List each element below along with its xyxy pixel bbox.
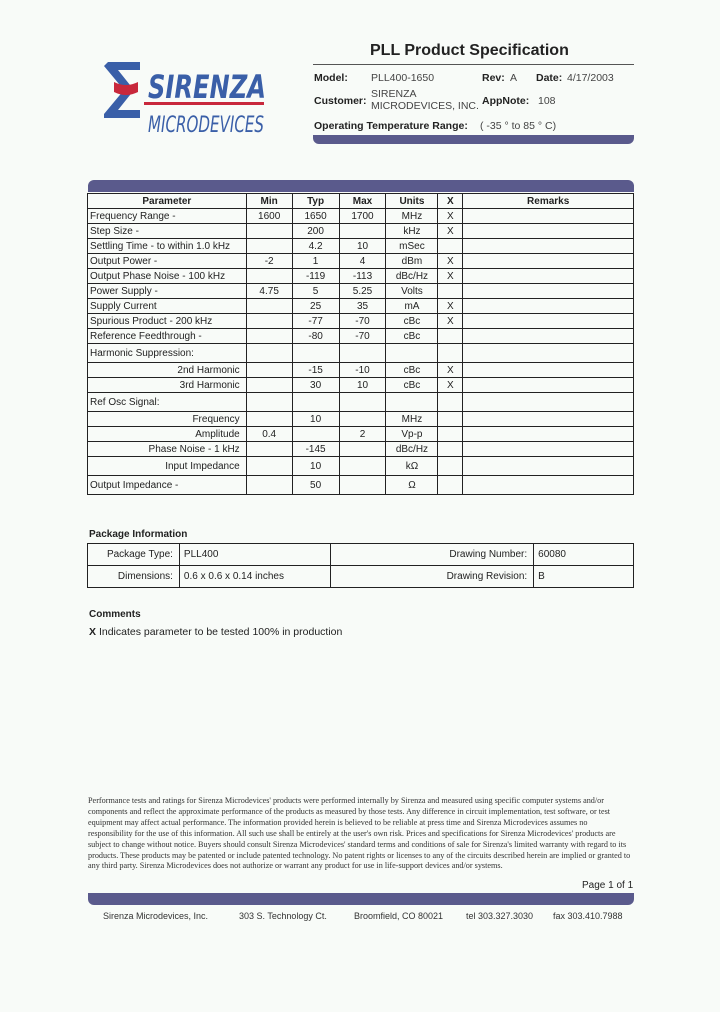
cell-x bbox=[438, 412, 463, 427]
cell-min bbox=[246, 393, 292, 412]
cell-units: Volts bbox=[386, 284, 438, 299]
table-row bbox=[88, 224, 634, 239]
table-row bbox=[88, 363, 634, 378]
footer-accent-bar bbox=[88, 893, 634, 905]
drawing-revision-value: B bbox=[534, 566, 634, 588]
cell-param: 2nd Harmonic bbox=[88, 363, 247, 378]
cell-x bbox=[438, 427, 463, 442]
cell-remarks bbox=[463, 269, 634, 284]
header-accent-bar bbox=[313, 135, 634, 144]
cell-typ: -77 bbox=[292, 314, 339, 329]
package-type-label: Package Type: bbox=[88, 544, 180, 566]
table-row bbox=[88, 442, 634, 457]
table-row bbox=[88, 239, 634, 254]
cell-max bbox=[339, 224, 386, 239]
cell-param: Reference Feedthrough - bbox=[88, 329, 247, 344]
dimensions-value: 0.6 x 0.6 x 0.14 inches bbox=[179, 566, 330, 588]
spec-table-header-bar bbox=[88, 180, 634, 192]
cell-typ: 5 bbox=[292, 284, 339, 299]
cell-typ: 1650 bbox=[292, 209, 339, 224]
spec-table bbox=[87, 193, 634, 495]
cell-param: Ref Osc Signal: bbox=[88, 393, 247, 412]
cell-min bbox=[246, 269, 292, 284]
cell-x: X bbox=[438, 269, 463, 284]
cell-typ: 50 bbox=[292, 476, 339, 495]
cell-units bbox=[386, 344, 438, 363]
col-header-max: Max bbox=[339, 194, 386, 209]
col-header-units: Units bbox=[386, 194, 438, 209]
cell-typ: 4.2 bbox=[292, 239, 339, 254]
table-row bbox=[88, 329, 634, 344]
customer-label: Customer: bbox=[314, 95, 367, 107]
cell-min bbox=[246, 224, 292, 239]
col-header-typ: Typ bbox=[292, 194, 339, 209]
cell-param: Step Size - bbox=[88, 224, 247, 239]
cell-max: 2 bbox=[339, 427, 386, 442]
cell-min bbox=[246, 476, 292, 495]
cell-min bbox=[246, 314, 292, 329]
cell-min bbox=[246, 299, 292, 314]
cell-remarks bbox=[463, 254, 634, 269]
cell-typ: 30 bbox=[292, 378, 339, 393]
cell-x: X bbox=[438, 224, 463, 239]
appnote-value: 108 bbox=[538, 95, 556, 107]
cell-units: kHz bbox=[386, 224, 438, 239]
cell-typ: -15 bbox=[292, 363, 339, 378]
cell-x bbox=[438, 476, 463, 495]
package-info-title: Package Information bbox=[89, 529, 188, 540]
cell-param: Harmonic Suppression: bbox=[88, 344, 247, 363]
table-row bbox=[88, 544, 634, 566]
cell-x bbox=[438, 442, 463, 457]
cell-max: 10 bbox=[339, 239, 386, 254]
cell-remarks bbox=[463, 412, 634, 427]
cell-typ: 10 bbox=[292, 412, 339, 427]
comments-title: Comments bbox=[89, 609, 141, 620]
table-row bbox=[88, 314, 634, 329]
cell-min: 4.75 bbox=[246, 284, 292, 299]
cell-units: dBc/Hz bbox=[386, 269, 438, 284]
footer-tel: tel 303.327.3030 bbox=[466, 911, 534, 921]
cell-max bbox=[339, 344, 386, 363]
table-row bbox=[88, 269, 634, 284]
cell-min: -2 bbox=[246, 254, 292, 269]
cell-param: Output Impedance - bbox=[88, 476, 247, 495]
cell-max: -70 bbox=[339, 314, 386, 329]
table-row bbox=[88, 393, 634, 412]
cell-units: cBc bbox=[386, 329, 438, 344]
cell-remarks bbox=[463, 476, 634, 495]
logo-text-microdevices: MICRODEVICES bbox=[148, 113, 265, 138]
cell-typ: 25 bbox=[292, 299, 339, 314]
cell-param: Supply Current bbox=[88, 299, 247, 314]
cell-param: Settling Time - to within 1.0 kHz bbox=[88, 239, 247, 254]
cell-units: Vp-p bbox=[386, 427, 438, 442]
temp-range-label: Operating Temperature Range: bbox=[314, 120, 468, 132]
col-header-parameter: Parameter bbox=[88, 194, 247, 209]
temp-range-value: ( -35 ° to 85 ° C) bbox=[480, 120, 557, 132]
cell-min bbox=[246, 457, 292, 476]
cell-units: MHz bbox=[386, 209, 438, 224]
date-value: 4/17/2003 bbox=[567, 72, 614, 84]
cell-units: dBm bbox=[386, 254, 438, 269]
table-row bbox=[88, 284, 634, 299]
cell-typ: -80 bbox=[292, 329, 339, 344]
cell-remarks bbox=[463, 442, 634, 457]
header-divider bbox=[313, 64, 634, 65]
model-label: Model: bbox=[314, 72, 348, 84]
page-title: PLL Product Specification bbox=[370, 42, 569, 59]
cell-remarks bbox=[463, 363, 634, 378]
footer-fax: fax 303.410.7988 bbox=[553, 911, 623, 921]
cell-remarks bbox=[463, 284, 634, 299]
cell-max: -113 bbox=[339, 269, 386, 284]
logo-text-sirenza: SIRENZA bbox=[148, 68, 266, 106]
customer-value: SIRENZA MICRODEVICES, INC. bbox=[371, 88, 479, 112]
cell-units: Ω bbox=[386, 476, 438, 495]
rev-value: A bbox=[510, 72, 518, 84]
col-header-x: X bbox=[438, 194, 463, 209]
cell-param: 3rd Harmonic bbox=[88, 378, 247, 393]
cell-param: Power Supply - bbox=[88, 284, 247, 299]
dimensions-label: Dimensions: bbox=[88, 566, 180, 588]
cell-param: Phase Noise - 1 kHz bbox=[88, 442, 247, 457]
drawing-number-label: Drawing Number: bbox=[330, 544, 534, 566]
table-row bbox=[88, 566, 634, 588]
table-row bbox=[88, 378, 634, 393]
cell-min bbox=[246, 363, 292, 378]
package-table bbox=[87, 543, 634, 588]
appnote-label: AppNote: bbox=[482, 95, 530, 107]
cell-x: X bbox=[438, 314, 463, 329]
package-type-value: PLL400 bbox=[179, 544, 330, 566]
cell-units: kΩ bbox=[386, 457, 438, 476]
cell-units: cBc bbox=[386, 363, 438, 378]
footer-city: Broomfield, CO 80021 bbox=[354, 911, 444, 921]
cell-remarks bbox=[463, 344, 634, 363]
cell-typ: 10 bbox=[292, 457, 339, 476]
comments-text bbox=[89, 626, 342, 638]
cell-param: Frequency Range - bbox=[88, 209, 247, 224]
table-row bbox=[88, 457, 634, 476]
cell-x bbox=[438, 329, 463, 344]
cell-max bbox=[339, 412, 386, 427]
cell-min bbox=[246, 442, 292, 457]
cell-param: Frequency bbox=[88, 412, 247, 427]
cell-param: Output Phase Noise - 100 kHz bbox=[88, 269, 247, 284]
cell-remarks bbox=[463, 314, 634, 329]
cell-remarks bbox=[463, 329, 634, 344]
table-row bbox=[88, 476, 634, 495]
cell-typ bbox=[292, 427, 339, 442]
spec-table-header-row bbox=[88, 194, 634, 209]
table-row bbox=[88, 344, 634, 363]
table-row bbox=[88, 412, 634, 427]
cell-max bbox=[339, 476, 386, 495]
cell-max: 10 bbox=[339, 378, 386, 393]
cell-max: 5.25 bbox=[339, 284, 386, 299]
cell-x: X bbox=[438, 363, 463, 378]
footer-company: Sirenza Microdevices, Inc. bbox=[103, 911, 209, 921]
col-header-min: Min bbox=[246, 194, 292, 209]
cell-max: 1700 bbox=[339, 209, 386, 224]
comments-x-mark: X bbox=[89, 626, 97, 638]
cell-max bbox=[339, 393, 386, 412]
cell-units: MHz bbox=[386, 412, 438, 427]
cell-remarks bbox=[463, 239, 634, 254]
cell-min bbox=[246, 239, 292, 254]
cell-max: -70 bbox=[339, 329, 386, 344]
cell-units: cBc bbox=[386, 378, 438, 393]
page-number: Page 1 of 1 bbox=[582, 880, 634, 891]
table-row bbox=[88, 254, 634, 269]
cell-max bbox=[339, 457, 386, 476]
cell-min: 1600 bbox=[246, 209, 292, 224]
cell-remarks bbox=[463, 427, 634, 442]
cell-typ: 200 bbox=[292, 224, 339, 239]
cell-min bbox=[246, 378, 292, 393]
sirenza-logo bbox=[100, 58, 275, 138]
cell-x: X bbox=[438, 254, 463, 269]
comments-body: Indicates parameter to be tested 100% in production bbox=[98, 626, 343, 638]
cell-x bbox=[438, 457, 463, 476]
cell-remarks bbox=[463, 299, 634, 314]
col-header-remarks: Remarks bbox=[463, 194, 634, 209]
cell-remarks bbox=[463, 224, 634, 239]
cell-min bbox=[246, 329, 292, 344]
footer-address: 303 S. Technology Ct. bbox=[239, 911, 327, 921]
cell-max: 4 bbox=[339, 254, 386, 269]
cell-x bbox=[438, 239, 463, 254]
cell-x bbox=[438, 344, 463, 363]
cell-units: mSec bbox=[386, 239, 438, 254]
cell-typ bbox=[292, 344, 339, 363]
cell-remarks bbox=[463, 393, 634, 412]
cell-max bbox=[339, 442, 386, 457]
cell-min bbox=[246, 344, 292, 363]
cell-typ: 1 bbox=[292, 254, 339, 269]
disclaimer-text: Performance tests and ratings for Sirenza Microdevices' products were performed internally by Sirenza and measured using specific computer systems and/or components and reflect the approximate performance of the products as measured by those tests. Any difference in circuit implementation, test software, or test equipment may affect actual performance. The information provided herein is believed to be reliable at press time and Sirenza Microdevices assumes no responsibility for the use of this information. All such use shall be entirely at the user's own risk. Prices and specifications for Sirenza Microdevices' products are subject to change without notice. Buyers should consult Sirenza Microdevices' standard terms and conditions of sale for Sirenza's limited warranty with regard to its products. These products may be patented or include patented technology. No patent rights or licenses to any of the circuits described herein are implied or granted to any third party. Sirenza Microdevices does not authorize or warrant any product for use in life-support devices and/or systems. bbox=[88, 796, 631, 871]
cell-x: X bbox=[438, 378, 463, 393]
table-row bbox=[88, 299, 634, 314]
cell-x: X bbox=[438, 299, 463, 314]
date-label: Date: bbox=[536, 72, 563, 84]
cell-param: Output Power - bbox=[88, 254, 247, 269]
model-value: PLL400-1650 bbox=[371, 72, 435, 84]
drawing-revision-label: Drawing Revision: bbox=[330, 566, 534, 588]
cell-typ: -145 bbox=[292, 442, 339, 457]
cell-min: 0.4 bbox=[246, 427, 292, 442]
cell-min bbox=[246, 412, 292, 427]
cell-max: 35 bbox=[339, 299, 386, 314]
cell-param: Input Impedance bbox=[88, 457, 247, 476]
cell-param: Spurious Product - 200 kHz bbox=[88, 314, 247, 329]
cell-param: Amplitude bbox=[88, 427, 247, 442]
drawing-number-value: 60080 bbox=[534, 544, 634, 566]
cell-units bbox=[386, 393, 438, 412]
cell-typ bbox=[292, 393, 339, 412]
cell-max: -10 bbox=[339, 363, 386, 378]
cell-x bbox=[438, 284, 463, 299]
cell-units: dBc/Hz bbox=[386, 442, 438, 457]
cell-typ: -119 bbox=[292, 269, 339, 284]
cell-remarks bbox=[463, 209, 634, 224]
rev-label: Rev: bbox=[482, 72, 505, 84]
cell-remarks bbox=[463, 378, 634, 393]
table-row bbox=[88, 427, 634, 442]
cell-units: cBc bbox=[386, 314, 438, 329]
cell-remarks bbox=[463, 457, 634, 476]
table-row bbox=[88, 209, 634, 224]
cell-x bbox=[438, 393, 463, 412]
cell-units: mA bbox=[386, 299, 438, 314]
cell-x: X bbox=[438, 209, 463, 224]
